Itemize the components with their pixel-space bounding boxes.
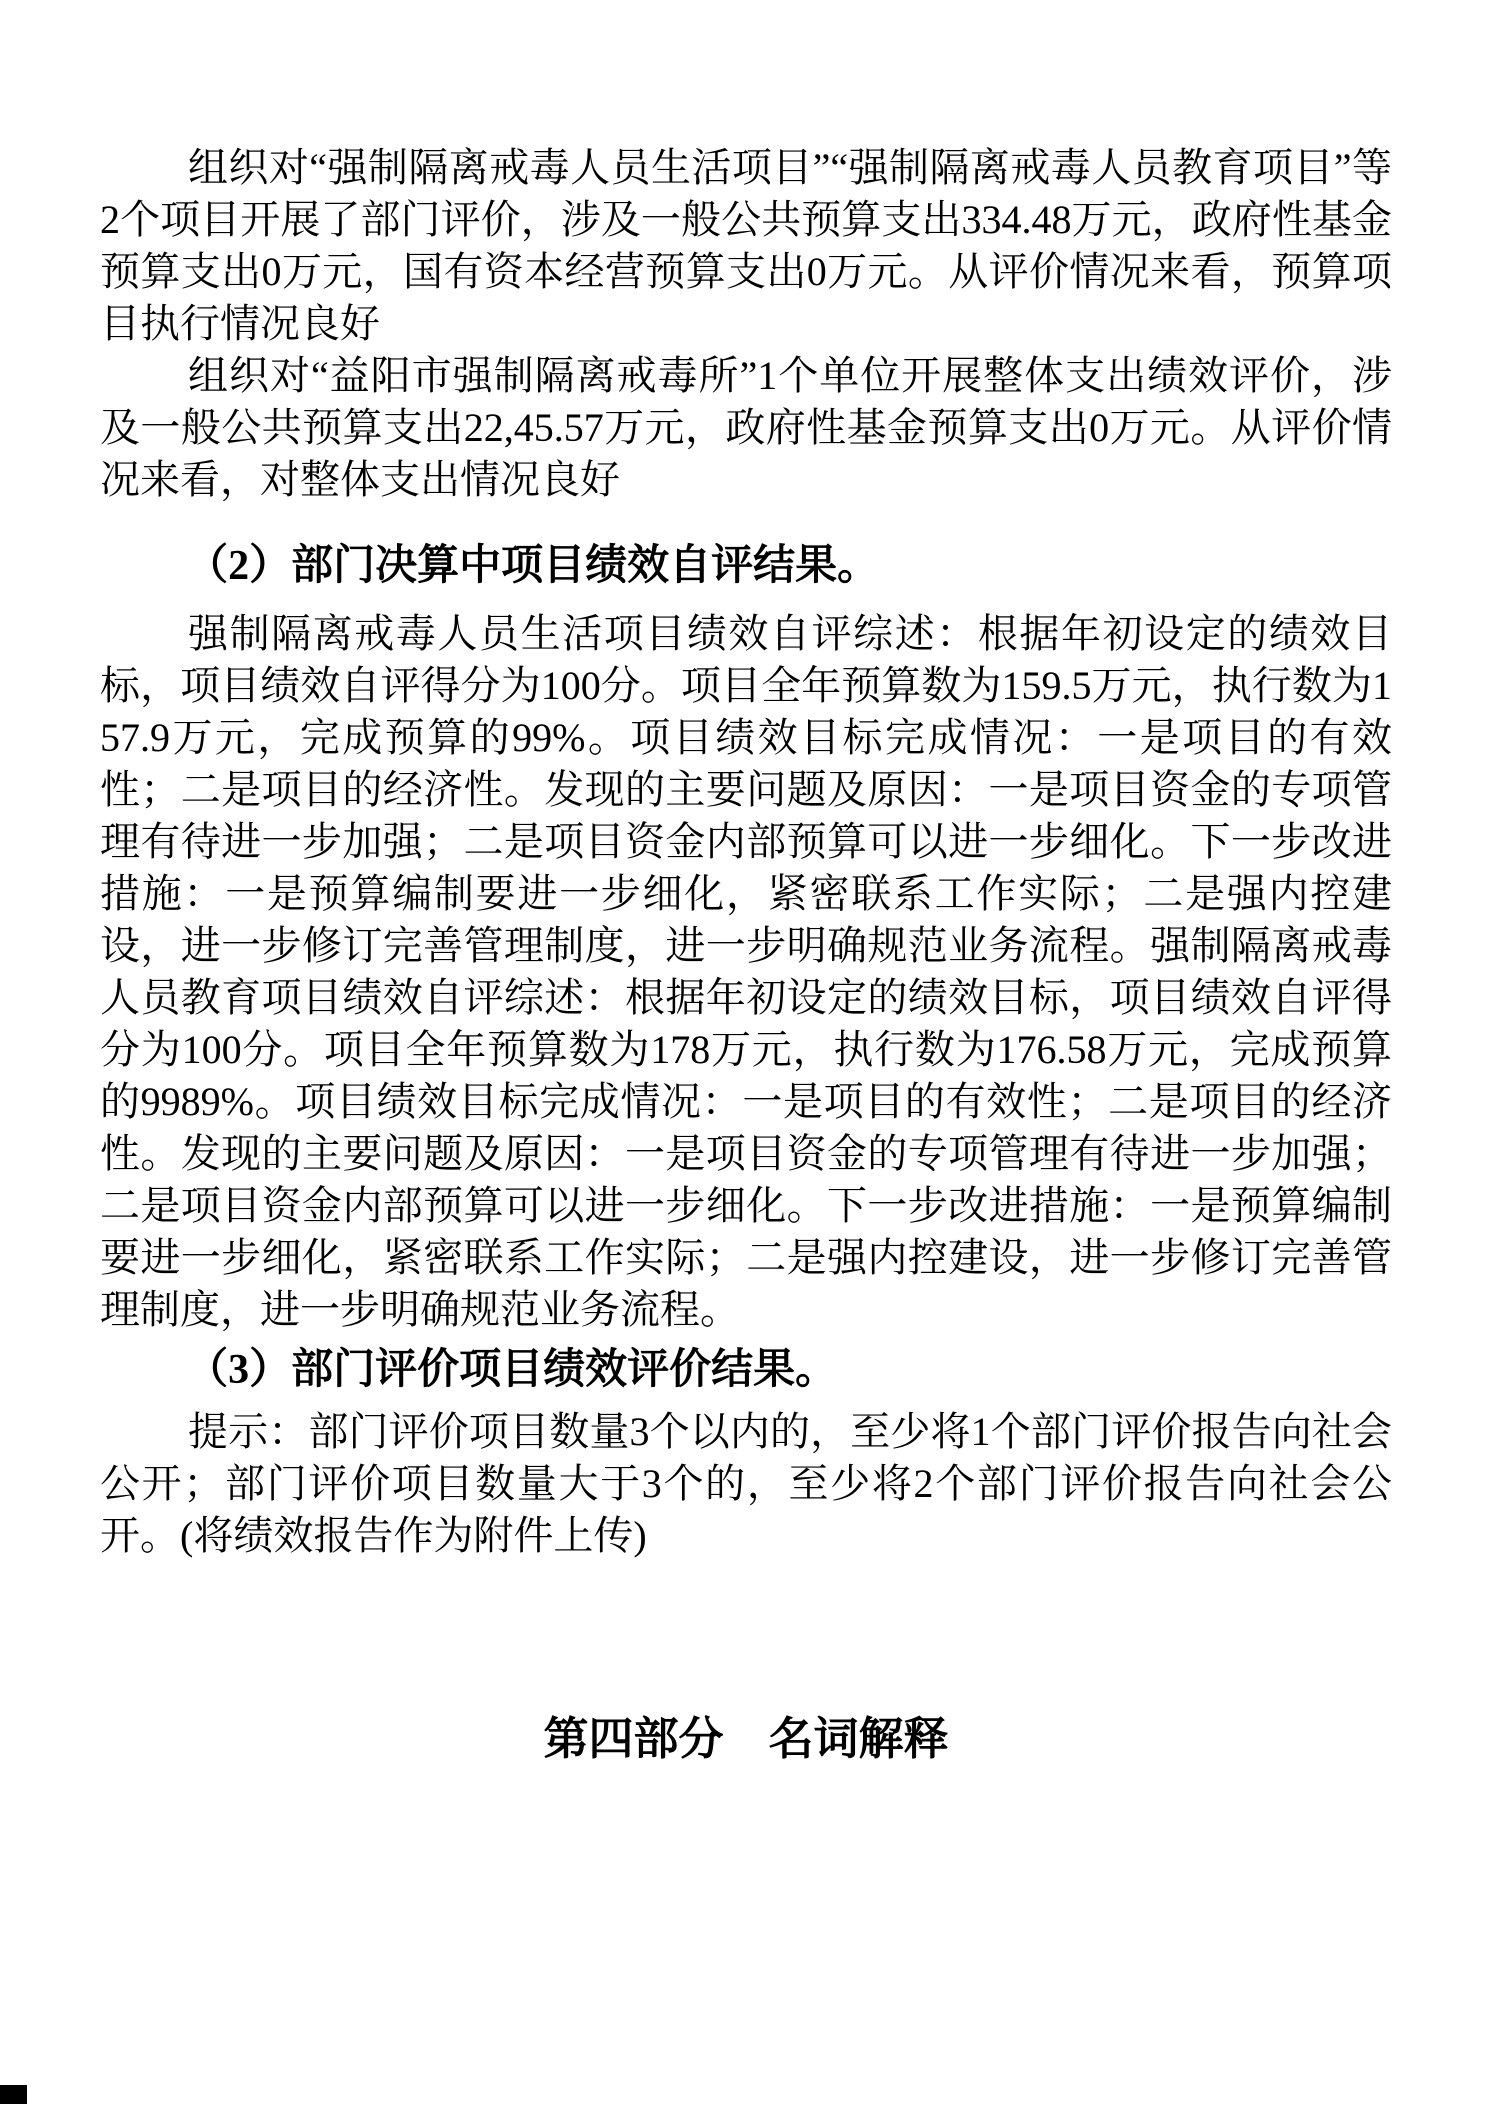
- heading-self-evaluation-results: （2）部门决算中项目绩效自评结果。: [186, 543, 880, 589]
- page-edge-artifact: [0, 2085, 27, 2104]
- paragraph-self-evaluation-detail: 强制隔离戒毒人员生活项目绩效自评综述：根据年初设定的绩效目标，项目绩效自评得分为100分。项目全年预算数为159.5万元，执行数为157.9万元，完成预算的99%。项目绩效目标完成情况：一是项目的有效性；二是项目的经济性。发现的主要问题及原因：一是项目资金的专项管理有待进一步加强；二是项目资金内部预算可以进一步细化。下一步改进措施：一是预算编制要进一步细化，紧密联系工作实际；二是强内控建设，进一步修订完善管理制度，进一步明确规范业务流程。强制隔离戒毒人员教育项目绩效自评综述：根据年初设定的绩效目标，项目绩效自评得分为100分。项目全年预算数为178万元，执行数为176.58万元，完成预算的9989%。项目绩效目标完成情况：一是项目的有效性；二是项目的经济性。发现的主要问题及原因：一是项目资金的专项管理有待进一步加强；二是项目资金内部预算可以进一步细化。下一步改进措施：一是预算编制要进一步细化，紧密联系工作实际；二是强内控建设，进一步修订完善管理制度，进一步明确规范业务流程。: [100, 611, 1392, 1332]
- section-title-glossary: 第四部分 名词解释: [543, 1714, 949, 1764]
- heading-department-evaluation-results: （3）部门评价项目绩效评价结果。: [186, 1347, 838, 1393]
- paragraph-project-evaluation: 组织对“强制隔离戒毒人员生活项目”“强制隔离戒毒人员教育项目”等2个项目开展了部门评价，涉及一般公共预算支出334.48万元，政府性基金预算支出0万元，国有资本经营预算支出0万元。从评价情况来看，预算项目执行情况良好: [100, 145, 1392, 346]
- paragraph-publication-hint: 提示：部门评价项目数量3个以内的，至少将1个部门评价报告向社会公开；部门评价项目数量大于3个的，至少将2个部门评价报告向社会公开。(将绩效报告作为附件上传): [100, 1409, 1392, 1558]
- paragraph-unit-evaluation: 组织对“益阳市强制隔离戒毒所”1个单位开展整体支出绩效评价，涉及一般公共预算支出22,45.57万元，政府性基金预算支出0万元。从评价情况来看，对整体支出情况良好: [100, 353, 1392, 502]
